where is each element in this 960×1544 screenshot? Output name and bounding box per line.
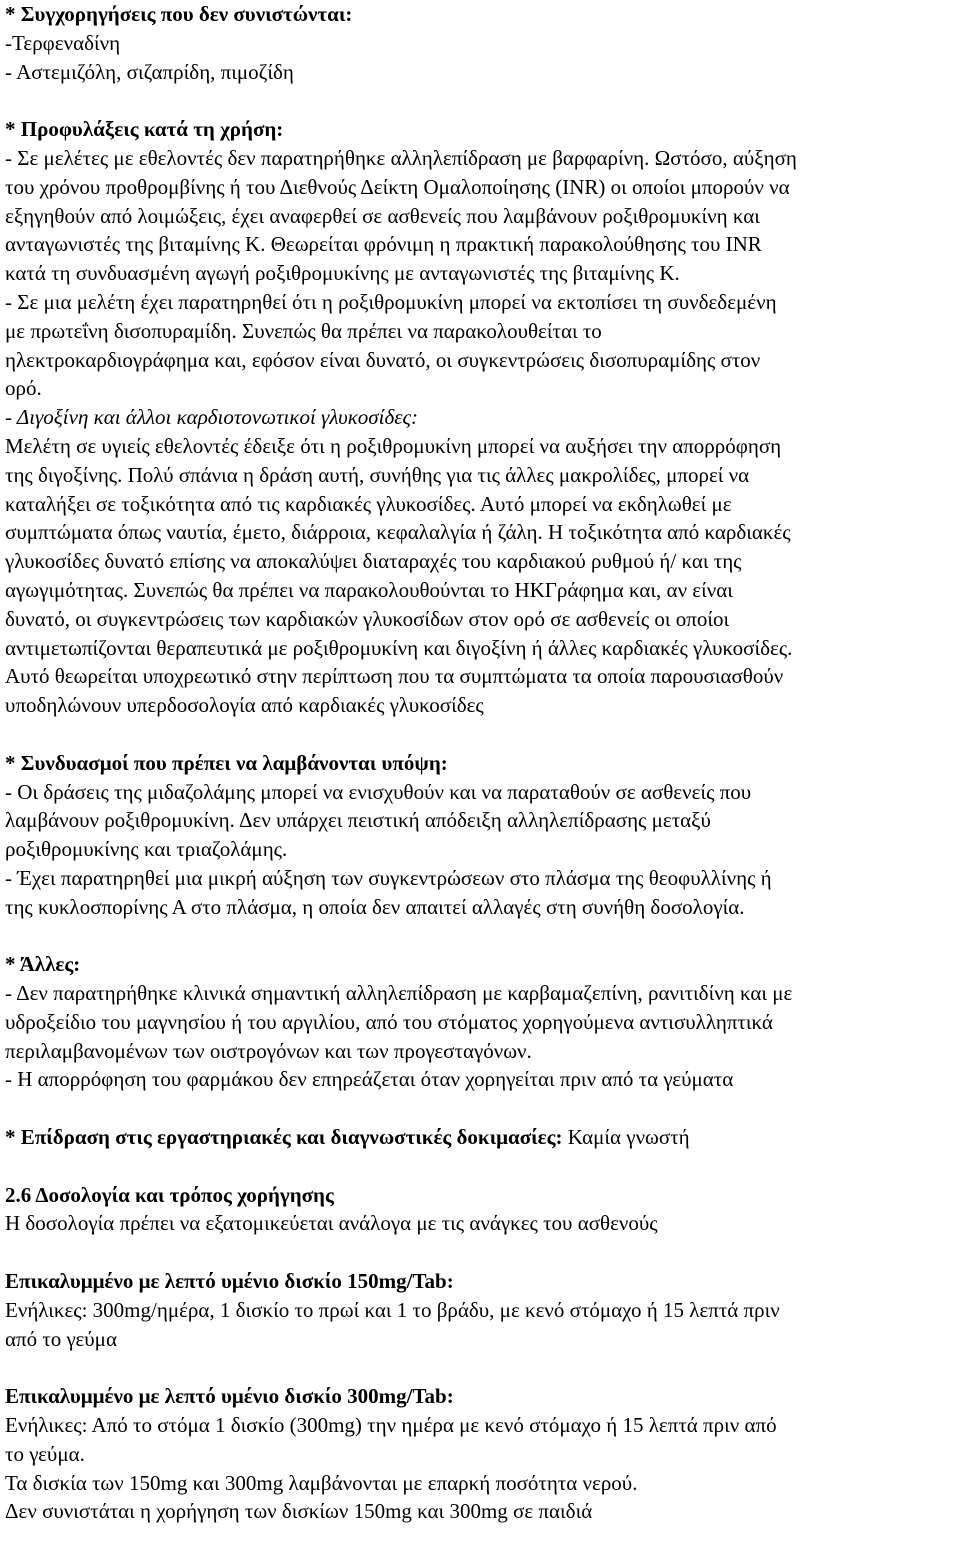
paragraph-line: λαμβάνουν ροξιθρομυκίνη. Δεν υπάρχει πειστική απόδειξη αλληλεπίδρασης μεταξύ (5, 808, 711, 833)
document-page (5, 0, 953, 1526)
section-heading-not-recommended: * Συγχορηγήσεις που δεν συνιστώνται: (5, 2, 353, 26)
paragraph-line: κατά τη συνδυασμένη αγωγή ροξιθρομυκίνης με ανταγωνιστές της βιταμίνης Κ. (5, 261, 680, 286)
paragraph-line: συμπτώματα όπως ναυτία, έμετο, διάρροια, κεφαλαλγία ή ζάλη. Η τοξικότητα από καρδιακές (5, 520, 791, 545)
paragraph-line: αντιμετωπίζονται θεραπευτικά με ροξιθρομυκίνη και διγοξίνη ή άλλες καρδιακές γλυκοσίδες. (5, 635, 793, 660)
paragraph-line: - Έχει παρατηρηθεί μια μικρή αύξηση των συγκεντρώσεων στο πλάσμα της θεοφυλλίνης ή (5, 865, 772, 890)
section-heading-dosage: 2.6 Δοσολογία και τρόπος χορήγησης (5, 1182, 334, 1207)
paragraph-line: γλυκοσίδες δυνατό επίσης να αποκαλύψει διαταραχές του καρδιακού ρυθμού ή/ και της (5, 549, 742, 574)
paragraph-line: ανταγωνιστές της βιταμίνης Κ. Θεωρείται φρόνιμη η πρακτική παρακολούθησης του INR (5, 232, 762, 257)
paragraph-line: Αυτό θεωρείται υποχρεωτικό στην περίπτωση που τα συμπτώματα τα οποία παρουσιασθούν (5, 664, 784, 689)
paragraph-line: Δεν συνιστάται η χορήγηση των δισκίων 150mg και 300mg σε παιδιά (5, 1499, 593, 1524)
paragraph-line: ροξιθρομυκίνης και τριαζολάμης. (5, 837, 288, 862)
spacer (5, 720, 953, 749)
paragraph-line: Ενήλικες: 300mg/ημέρα, 1 δισκίο το πρωί και 1 το βράδυ, με κενό στόμαχο ή 15 λεπτά πριν (5, 1297, 780, 1322)
spacer (5, 922, 953, 951)
subheading-tab-150: Επικαλυμμένο με λεπτό υμένιο δισκίο 150mg/Tab: (5, 1269, 454, 1294)
paragraph-line: δυνατό, οι συγκεντρώσεις των καρδιακών γλυκοσίδων στον ορό σε ασθενείς οι οποίοι (5, 606, 730, 631)
paragraph-line: Η δοσολογία πρέπει να εξατομικεύεται ανάλογα με τις ανάγκες του ασθενούς (5, 1211, 658, 1236)
paragraph-line: ορό. (5, 376, 42, 401)
paragraph-line: Ενήλικες: Από το στόμα 1 δισκίο (300mg) την ημέρα με κενό στόμαχο ή 15 λεπτά πριν από (5, 1413, 777, 1438)
section-heading-precautions: * Προφυλάξεις κατά τη χρήση: (5, 117, 284, 142)
paragraph-line: υποδηλώνουν υπερδοσολογία από καρδιακές γλυκοσίδες (5, 693, 484, 718)
list-item: - Αστεμιζόλη, σιζαπρίδη, πιμοζίδη (5, 59, 294, 84)
spacer (5, 1238, 953, 1267)
paragraph-line: - Δεν παρατηρήθηκε κλινικά σημαντική αλληλεπίδραση με καρβαμαζεπίνη, ρανιτιδίνη και με (5, 981, 793, 1006)
paragraph-line: Τα δισκία των 150mg και 300mg λαμβάνονται με επαρκή ποσότητα νερού. (5, 1470, 638, 1495)
paragraph-line: αγωγιμότητας. Συνεπώς θα πρέπει να παρακολουθούνται το ΗΚΓράφημα και, αν είναι (5, 577, 733, 602)
paragraph-line: της κυκλοσπορίνης Α στο πλάσμα, η οποία δεν απαιτεί αλλαγές στη συνήθη δοσολογία. (5, 894, 745, 919)
spacer (5, 86, 953, 115)
list-item: -Τερφεναδίνη (5, 30, 121, 55)
paragraph-line: από το γεύμα (5, 1326, 117, 1351)
paragraph-line: - Η απορρόφηση του φαρμάκου δεν επηρεάζεται όταν χορηγείται πριν από τα γεύματα (5, 1067, 734, 1092)
paragraph-line: - Οι δράσεις της μιδαζολάμης μπορεί να ενισχυθούν και να παραταθούν σε ασθενείς που (5, 779, 752, 804)
paragraph-line: - Σε μελέτες με εθελοντές δεν παρατηρήθηκε αλληλεπίδραση με βαρφαρίνη. Ωστόσο, αύξηση (5, 145, 797, 170)
paragraph-line: περιλαμβανομένων των οιστρογόνων και των προγεσταγόνων. (5, 1038, 532, 1063)
paragraph-line: καταλήξει σε τοξικότητα από τις καρδιακές γλυκοσίδες. Αυτό μπορεί να εκδηλωθεί με (5, 491, 732, 516)
section-heading-other: * Άλλες: (5, 952, 81, 977)
spacer (5, 1353, 953, 1382)
subheading-tab-300: Επικαλυμμένο με λεπτό υμένιο δισκίο 300mg/Tab: (5, 1384, 454, 1409)
spacer (5, 1152, 953, 1181)
subheading-digoxin: - Διγοξίνη και άλλοι καρδιοτονωτικοί γλυκοσίδες: (5, 405, 419, 430)
paragraph-line: το γεύμα. (5, 1441, 85, 1466)
paragraph-line: υδροξείδιο του μαγνησίου ή του αργιλίου, από του στόματος χορηγούμενα αντισυλληπτικά (5, 1009, 773, 1034)
section-heading-combinations: * Συνδυασμοί που πρέπει να λαμβάνονται υπόψη: (5, 750, 448, 775)
paragraph-line: εξηγηθούν από λοιμώξεις, έχει αναφερθεί σε ασθενείς που λαμβάνουν ροξιθρομυκίνη και (5, 203, 760, 228)
lab-tests-line (5, 1123, 953, 1152)
paragraph-line: ηλεκτροκαρδιογράφημα και, εφόσον είναι δυνατό, οι συγκεντρώσεις δισοπυραμίδης στον (5, 347, 761, 372)
paragraph-line: με πρωτεΐνη δισοπυραμίδη. Συνεπώς θα πρέπει να παρακολουθείται το (5, 318, 602, 343)
section-heading-lab-tests: * Επίδραση στις εργαστηριακές και διαγνωστικές δοκιμασίες: (5, 1125, 563, 1150)
paragraph-line: του χρόνου προθρομβίνης ή του Διεθνούς Δείκτη Ομαλοποίησης (INR) οι οποίοι μπορούν να (5, 174, 790, 199)
paragraph-line: - Σε μια μελέτη έχει παρατηρηθεί ότι η ροξιθρομυκίνη μπορεί να εκτοπίσει τη συνδεδεμένη (5, 289, 777, 314)
paragraph-line: Μελέτη σε υγιείς εθελοντές έδειξε ότι η ροξιθρομυκίνη μπορεί να αυξήσει την απορρόφηση (5, 433, 782, 458)
paragraph-line: της διγοξίνης. Πολύ σπάνια η δράση αυτή, συνήθης για τις άλλες μακρολίδες, μπορεί να (5, 462, 750, 487)
lab-tests-value: Καμία γνωστή (562, 1125, 690, 1150)
spacer (5, 1094, 953, 1123)
